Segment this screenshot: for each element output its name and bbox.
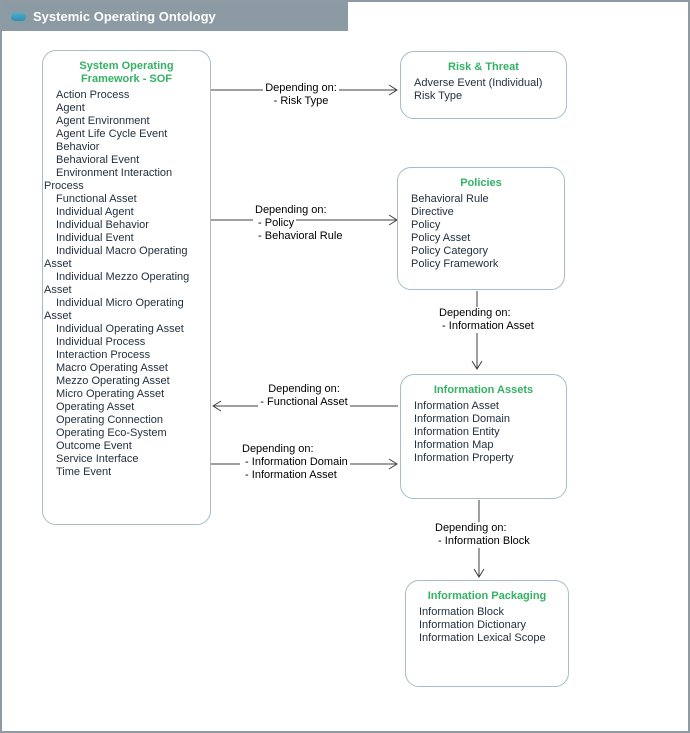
node-item-list <box>401 400 566 465</box>
list-item: Individual Agent <box>56 206 134 218</box>
list-item: Adverse Event (Individual) <box>414 77 543 89</box>
list-item: Environment Interaction Process <box>44 167 173 192</box>
title-bar <box>2 2 348 31</box>
node-system-operating-framework[interactable] <box>42 50 211 525</box>
list-item: Operating Connection <box>56 414 164 426</box>
node-risk-threat[interactable] <box>400 51 567 119</box>
list-item: Information Domain <box>414 413 510 425</box>
list-item: Behavior <box>56 141 100 153</box>
list-item: Agent Life Cycle Event <box>56 128 168 140</box>
list-item: Individual Micro Operating Asset <box>44 297 184 322</box>
edge-label-policies-to-information-assets: Depending on: - Information Asset <box>439 307 534 332</box>
list-item: Policy Asset <box>411 232 471 244</box>
list-item: Individual Behavior <box>56 219 149 231</box>
list-item: Individual Operating Asset <box>56 323 184 335</box>
list-item: Interaction Process <box>56 349 151 361</box>
list-item: Individual Mezzo Operating Asset <box>44 271 190 296</box>
list-item: Information Lexical Scope <box>419 632 546 644</box>
list-item: Agent Environment <box>56 115 150 127</box>
node-item-list <box>398 193 564 271</box>
list-item: Agent <box>56 102 85 114</box>
list-item: Information Asset <box>414 400 499 412</box>
list-item: Micro Operating Asset <box>56 388 165 400</box>
node-policies[interactable] <box>397 167 565 290</box>
node-item-list <box>401 77 566 103</box>
list-item: Behavioral Event <box>56 154 140 166</box>
list-item: Time Event <box>56 466 112 478</box>
list-item: Policy Framework <box>411 258 499 270</box>
list-item: Macro Operating Asset <box>56 362 168 374</box>
edge-label-information-assets-to-sof: Depending on: - Functional Asset <box>260 383 348 408</box>
ontology-icon <box>11 13 26 21</box>
node-title: Policies <box>460 177 502 189</box>
list-item: Individual Process <box>56 336 146 348</box>
list-item: Behavioral Rule <box>411 193 489 205</box>
node-title: Risk & Threat <box>448 61 519 73</box>
list-item: Individual Event <box>56 232 134 244</box>
list-item: Information Dictionary <box>419 619 526 631</box>
list-item: Mezzo Operating Asset <box>56 375 170 387</box>
node-title: Information Assets <box>433 384 534 396</box>
node-item-list <box>406 606 568 645</box>
node-information-packaging[interactable] <box>405 580 569 687</box>
edge-label-sof-to-information-assets: Depending on: - Information Domain - Information Asset <box>242 443 348 481</box>
node-title: System Operating Framework - SOF <box>79 60 174 85</box>
list-item: Outcome Event <box>56 440 132 452</box>
node-title: Information Packaging <box>427 590 547 602</box>
list-item: Individual Macro Operating Asset <box>44 245 188 270</box>
list-item: Action Process <box>56 89 130 101</box>
list-item: Operating Eco-System <box>56 427 167 439</box>
list-item: Information Map <box>414 439 494 451</box>
node-information-assets[interactable] <box>400 374 567 499</box>
edge-label-information-assets-to-packaging: Depending on: - Information Block <box>435 522 530 547</box>
list-item: Policy <box>411 219 441 231</box>
list-item: Functional Asset <box>56 193 137 205</box>
list-item: Information Property <box>414 452 514 464</box>
list-item: Operating Asset <box>56 401 135 413</box>
list-item: Information Entity <box>414 426 500 438</box>
list-item: Service Interface <box>56 453 139 465</box>
page-title: Systemic Operating Ontology <box>33 9 216 24</box>
list-item: Risk Type <box>414 90 463 102</box>
node-item-list <box>43 89 210 479</box>
edge-label-sof-to-risk: Depending on: - Risk Type <box>265 82 337 107</box>
list-item: Policy Category <box>411 245 489 257</box>
list-item: Information Block <box>419 606 504 618</box>
list-item: Directive <box>411 206 454 218</box>
edge-label-sof-to-policies: Depending on: - Policy - Behavioral Rule <box>255 204 343 242</box>
